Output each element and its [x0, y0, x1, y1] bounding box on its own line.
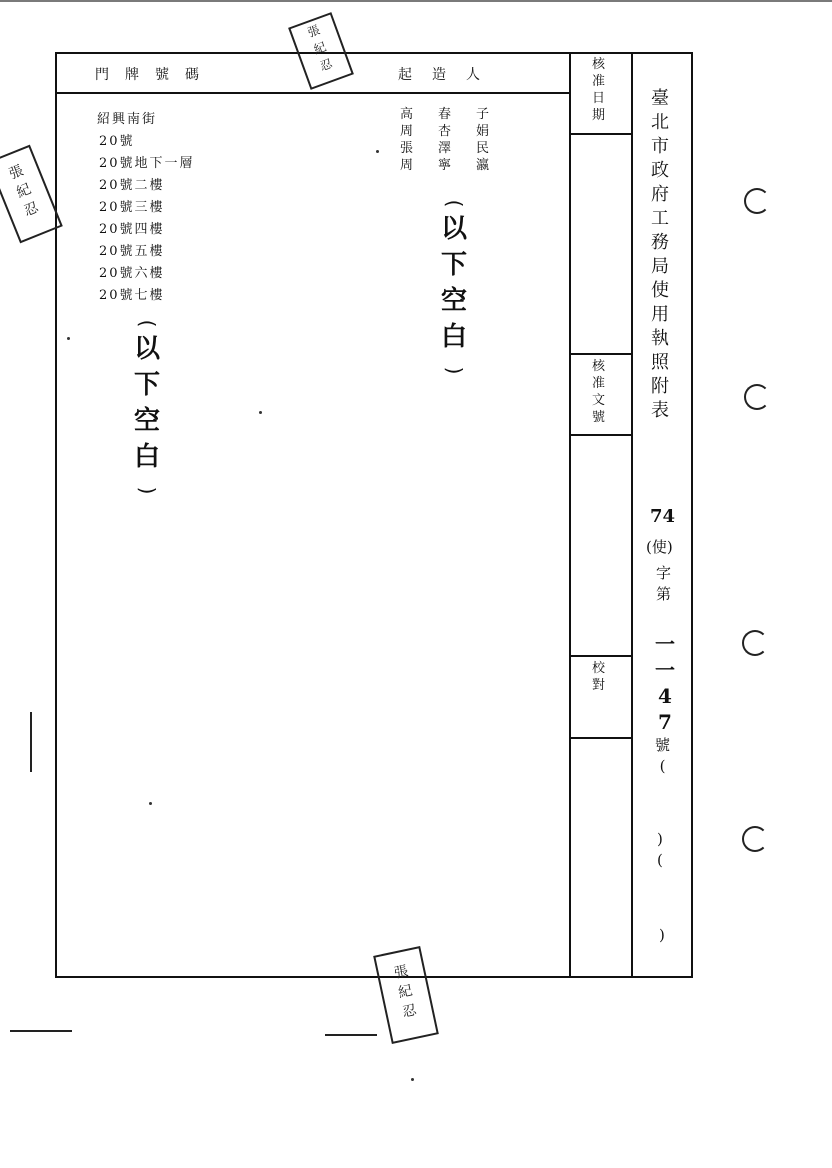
document-title	[651, 90, 669, 426]
side-column-left	[569, 52, 571, 978]
header-door-number: 門牌號碼	[95, 67, 215, 83]
glyph: 核	[592, 57, 606, 72]
glyph: 張	[400, 141, 414, 156]
approval-doc-label	[592, 360, 605, 428]
scan-speck	[376, 150, 379, 153]
glyph: 空	[134, 405, 161, 436]
glyph: 務	[651, 232, 669, 253]
header-builder: 起造人	[398, 67, 500, 83]
glyph: 4	[658, 684, 672, 708]
check-label	[592, 662, 605, 696]
seal-stamp-top	[288, 12, 354, 90]
glyph: 文	[592, 393, 606, 408]
glyph: 日	[592, 91, 606, 106]
builder-name	[400, 108, 413, 176]
hao-label	[655, 738, 670, 780]
glyph: 春	[438, 107, 452, 122]
glyph: )	[657, 830, 663, 848]
license-number	[655, 634, 675, 738]
glyph: 忍	[21, 199, 41, 220]
header-divider	[55, 92, 570, 94]
glyph: 准	[592, 376, 606, 391]
license-type: (使)	[646, 538, 673, 556]
address-item: 20號四樓	[99, 222, 165, 237]
side-divider-4	[569, 655, 633, 657]
glyph: 市	[651, 136, 669, 157]
address-item: 20號地下一層	[99, 156, 195, 171]
seal-stamp-bottom	[373, 946, 439, 1044]
glyph: 張	[6, 162, 26, 183]
scan-line	[325, 1034, 377, 1036]
address-item: 20號六樓	[99, 266, 165, 281]
glyph: 核	[592, 359, 606, 374]
blank-marker-left	[134, 312, 160, 502]
glyph: (	[659, 757, 666, 775]
paren-mark: )	[135, 486, 160, 494]
glyph: 下	[441, 249, 468, 280]
builder-name	[476, 108, 489, 176]
address-item: 20號五樓	[99, 244, 165, 259]
glyph: 子	[476, 107, 490, 122]
glyph: 臺	[651, 88, 669, 109]
glyph: 校	[592, 661, 606, 676]
glyph: 周	[400, 124, 414, 139]
blank-marker-right	[441, 192, 467, 382]
side-divider-1	[569, 133, 633, 135]
glyph: 字	[656, 564, 672, 582]
binder-hole	[744, 384, 770, 410]
address-item: 紹興南街	[97, 112, 158, 127]
glyph: 北	[651, 112, 669, 133]
frame-right	[691, 52, 693, 978]
glyph: 周	[400, 158, 414, 173]
glyph: 紀	[311, 39, 329, 57]
glyph: 紀	[396, 982, 414, 1002]
address-item: 20號七樓	[99, 288, 165, 303]
glyph: 忍	[318, 56, 335, 74]
builder-name	[438, 108, 451, 176]
glyph: 張	[305, 22, 322, 40]
glyph: 執	[651, 328, 669, 349]
glyph: 第	[656, 585, 672, 603]
glyph: 政	[651, 160, 669, 181]
approval-date-label	[592, 58, 605, 126]
glyph: 澤	[438, 141, 452, 156]
glyph: 張	[392, 963, 410, 982]
glyph: 白	[134, 441, 161, 472]
glyph: 民	[476, 141, 490, 156]
paren-mark: (	[135, 319, 160, 328]
glyph: 杏	[438, 124, 452, 139]
glyph: 高	[400, 107, 414, 122]
frame-top	[55, 52, 693, 54]
glyph: 期	[592, 108, 606, 123]
glyph: 一	[655, 632, 675, 656]
scan-line	[0, 0, 832, 2]
paren-mark: )	[442, 366, 467, 374]
glyph: 瀛	[476, 158, 490, 173]
frame-bottom	[55, 976, 693, 978]
glyph: 使	[651, 280, 669, 301]
stamp-text	[306, 24, 336, 79]
glyph: 空	[441, 285, 468, 316]
glyph: 號	[655, 736, 671, 754]
paren-mark: (	[442, 199, 467, 208]
binder-hole	[744, 188, 770, 214]
side-divider-3	[569, 434, 633, 436]
glyph: 下	[134, 369, 161, 400]
glyph: 以	[441, 214, 468, 244]
glyph: )	[659, 926, 665, 944]
glyph: 對	[592, 678, 606, 693]
paren-close-1	[657, 832, 663, 874]
scan-speck	[67, 337, 70, 340]
glyph: 紀	[14, 181, 34, 202]
glyph: 附	[651, 376, 669, 397]
glyph: 府	[651, 184, 669, 205]
scan-speck	[259, 411, 262, 414]
glyph: 工	[651, 208, 669, 229]
glyph: 7	[658, 710, 672, 734]
side-column-right	[631, 52, 633, 978]
seal-stamp-left	[0, 145, 63, 244]
glyph: 忍	[401, 1002, 419, 1021]
glyph: (	[657, 851, 663, 869]
side-divider-5	[569, 737, 633, 739]
glyph: 照	[651, 352, 669, 373]
address-item: 20號	[99, 134, 135, 149]
scan-line	[30, 712, 32, 772]
binder-hole	[742, 630, 768, 656]
side-divider-2	[569, 353, 633, 355]
glyph: 寧	[438, 158, 452, 173]
stamp-text	[7, 164, 42, 225]
frame-left	[55, 52, 57, 978]
glyph: 娟	[476, 124, 490, 139]
glyph: 表	[651, 400, 669, 421]
stamp-text	[393, 964, 419, 1026]
address-item: 20號三樓	[99, 200, 165, 215]
glyph: 號	[592, 410, 606, 425]
zi-di-label	[656, 566, 671, 608]
glyph: 准	[592, 74, 606, 89]
scan-speck	[411, 1078, 414, 1081]
glyph: 用	[651, 304, 669, 325]
glyph: 局	[651, 256, 669, 277]
scan-line	[10, 1030, 72, 1032]
license-year: 74	[650, 506, 676, 527]
binder-hole	[742, 826, 768, 852]
paren-close-2	[659, 928, 665, 949]
glyph: 白	[441, 321, 468, 352]
address-item: 20號二樓	[99, 178, 165, 193]
glyph: 以	[134, 334, 161, 364]
glyph: 一	[655, 658, 675, 682]
scan-speck	[149, 802, 152, 805]
